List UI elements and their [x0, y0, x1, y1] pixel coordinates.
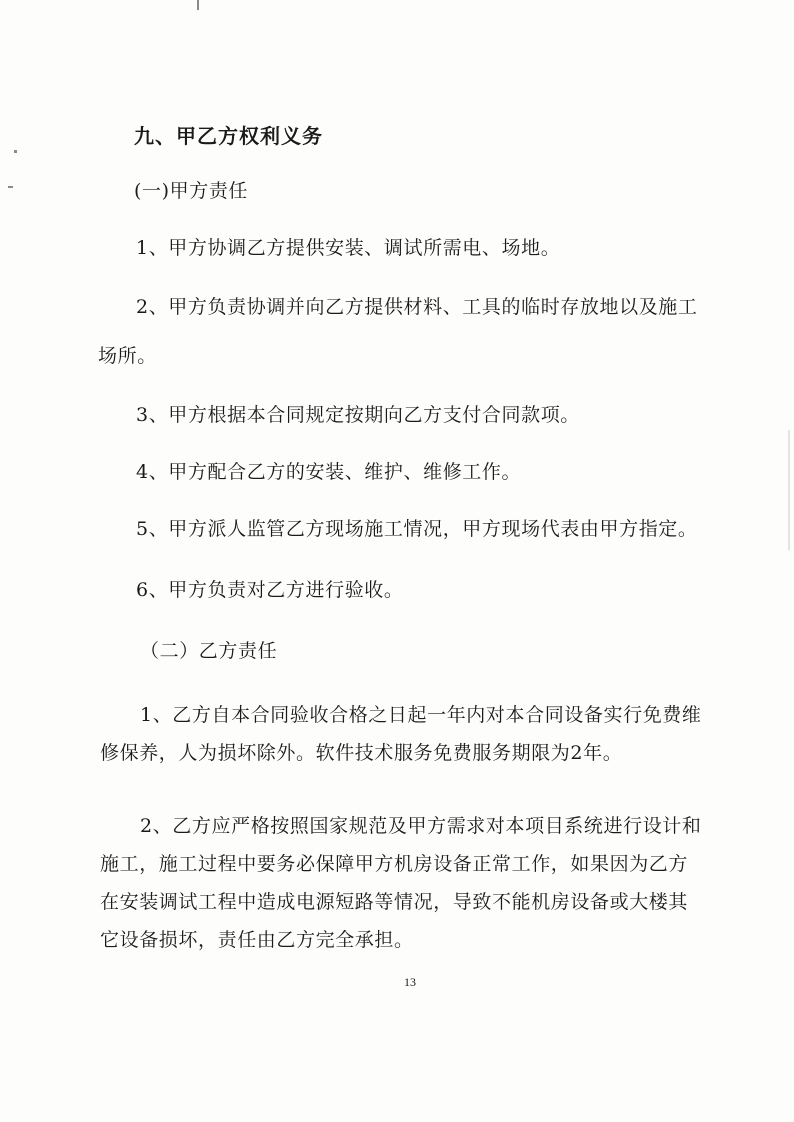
scan-mark-top: [197, 0, 199, 10]
party-a-heading: (一)甲方责任: [134, 180, 249, 202]
party-a-item-4: 4、甲方配合乙方的安装、维护、维修工作。: [136, 461, 522, 483]
party-b-item-1: 1、乙方自本合同验收合格之日起一年内对本合同设备实行免费维: [140, 704, 702, 726]
party-a-item-2-cont: 场所。: [98, 345, 157, 367]
scan-mark-right-edge: [788, 430, 790, 550]
party-b-item-1-cont: 修保养，人为损坏除外。软件技术服务免费服务期限为2年。: [100, 742, 623, 764]
party-b-item-2: 2、乙方应严格按照国家规范及甲方需求对本项目系统进行设计和: [140, 815, 702, 837]
party-a-item-1: 1、甲方协调乙方提供安装、调试所需电、场地。: [136, 237, 561, 259]
party-b-item-2-cont-2: 在安装调试工程中造成电源短路等情况，导致不能机房设备或大楼其: [100, 891, 689, 913]
scan-mark-left-1: [8, 186, 13, 188]
party-a-item-5: 5、甲方派人监管乙方现场施工情况，甲方现场代表由甲方指定。: [136, 518, 698, 540]
section-title: 九、甲乙方权利义务: [134, 124, 323, 148]
page-number: 13: [404, 975, 416, 989]
scan-mark-left-2: [14, 150, 17, 153]
party-b-item-2-cont-3: 它设备损坏，责任由乙方完全承担。: [100, 929, 414, 951]
party-a-item-3: 3、甲方根据本合同规定按期向乙方支付合同款项。: [136, 404, 580, 426]
party-b-item-2-cont-1: 施工，施工过程中要务必保障甲方机房设备正常工作，如果因为乙方: [100, 853, 689, 875]
party-a-item-2: 2、甲方负责协调并向乙方提供材料、工具的临时存放地以及施工: [136, 296, 698, 318]
party-a-item-6: 6、甲方负责对乙方进行验收。: [136, 579, 404, 601]
party-b-heading: （二）乙方责任: [140, 640, 278, 662]
